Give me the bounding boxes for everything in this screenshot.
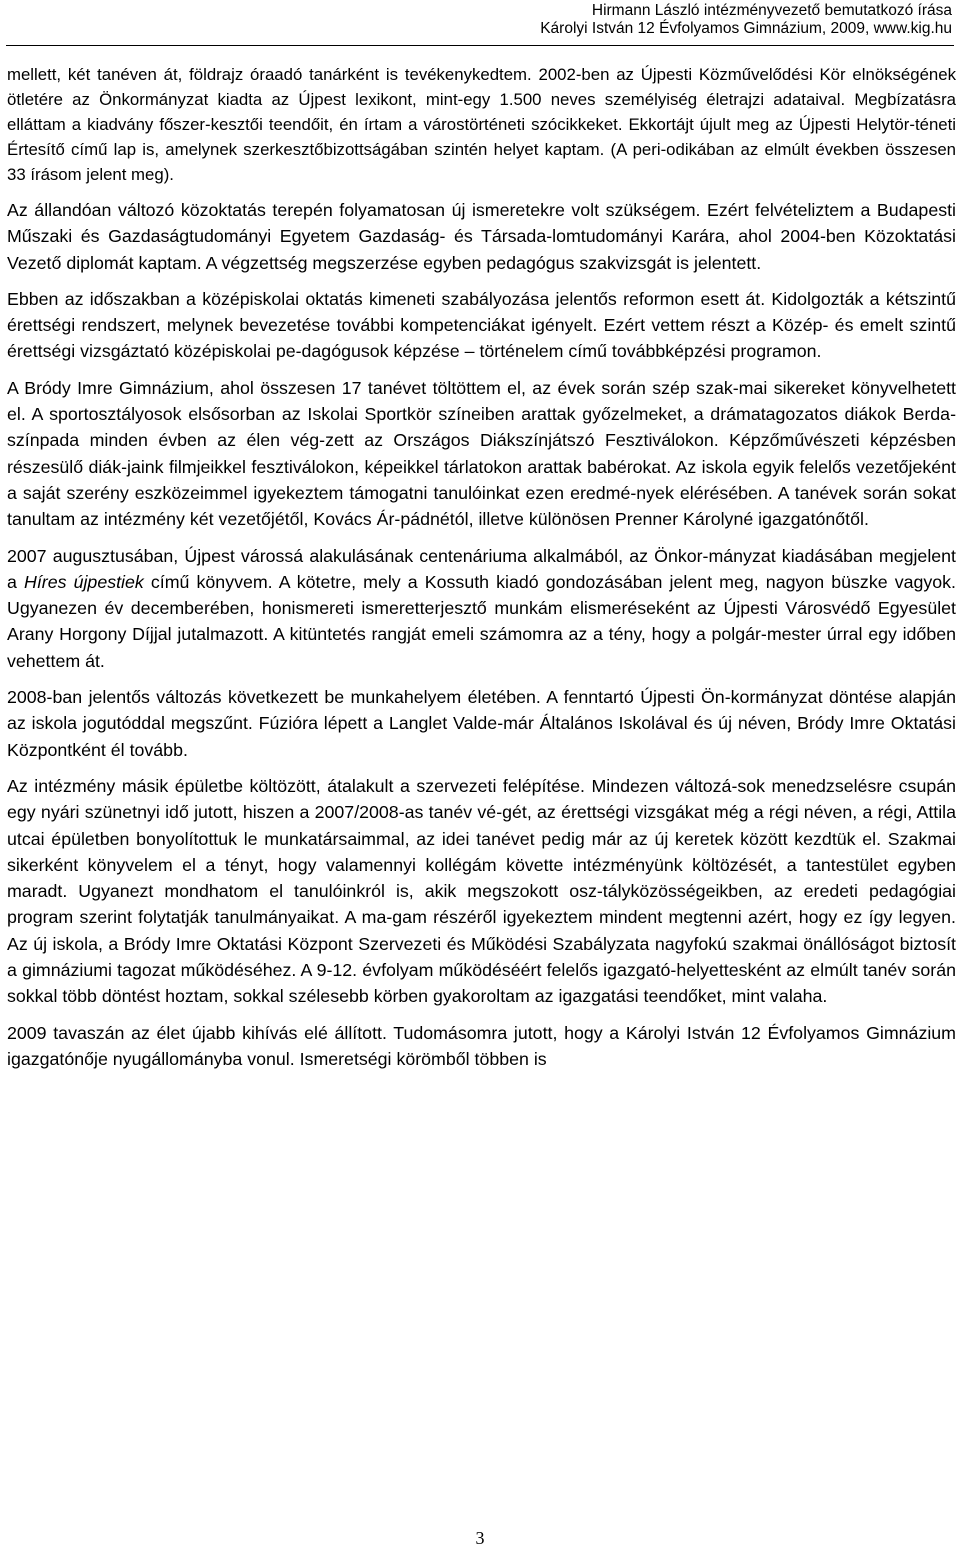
paragraph-3: Ebben az időszakban a középiskolai oktatás kimeneti szabályozása jelentős reformon esett át. Kidolgozták a kétszintű érettségi rendszert, melynek bevezetése további kompetenciákat igényelt. Ezért vettem részt a Közép- és emelt szintű érettségi vizsgáztató középiskolai pe-dagógusok képzése – történelem című továbbképzési programon. <box>7 288 956 362</box>
paragraph-7: Az intézmény másik épületbe költözött, átalakult a szervezeti felépítése. Mindezen változá-sok menedzselésre csupán egy nyári szünetnyi idő jutott, hiszen a 2007/2008-as tanév vé-gét, az érettségi vizsgákat még a régi néven, a régi, Attila utcai épületben bonyolítottuk le munkatársaimmal, az idei tanévet pedig már az új keretek között kezdtük el. Szakmai sikerként könyvelem el a tényt, hogy valamennyi kollégám követte intézményünk költözését, a tantestület egyben maradt. Ugyanezt mondhatom el tanulóinkról is, akik megszokott osz-tályközösségeikben, az eredeti pedagógiai program szerint folytatják tanulmányaikat. A ma-gam részéről igyekeztem mindent megtenni azért, hogy ez így legyen. Az új iskola, a Bródy Imre Oktatási Központ Szervezeti és Működési Szabályzata nagyfokú szakmai önállóságot biztosít a gimnáziumi tagozat működéséhez. A 9-12. évfolyam működéséért felelős igazgató-helyettesként az elmúlt tanév során sokkal több döntést hoztam, sokkal szélesebb körben gyakoroltam az igazgatási teendőket, mint valaha. <box>7 775 956 1007</box>
paragraph-8: 2009 tavaszán az élet újabb kihívás elé állított. Tudomásomra jutott, hogy a Károlyi István 12 Évfolyamos Gimnázium igazgatónője nyugállományba vonul. Ismeretségi körömből többen is <box>7 1022 956 1069</box>
paragraph-5 <box>7 543 956 674</box>
page-header <box>540 2 952 38</box>
paragraph-4: A Bródy Imre Gimnázium, ahol összesen 17 tanévet töltöttem el, az évek során szép szak-mai sikereket könyvelhetett el. A sportosztályosok elsősorban az Iskolai Sportkör színeiben arattak győzelmeket, a drámatagozatos diákok Berda-színpada minden évben az élen vég-zett az Országos Diákszínjátszó Fesztiválokon. Képzőművészeti képzésben részesülő diák-jaink filmjeikkel fesztiválokon, képeikkel tárlatokon arattak babérokat. Az iskola egyik felelős vezetőjeként a saját szerény eszközeimmel igyekeztem támogatni tanulóinkat ezen eredmé-nyek elérésében. A tanévek során sokat tanultam az intézmény két vezetőjétől, Kovács Ár-pádnétól, illetve különösen Prenner Károlyné igazgatónőtől. <box>7 377 956 530</box>
paragraph-1: mellett, két tanéven át, földrajz óraadó tanárként is tevékenykedtem. 2002-ben az Újpesti Közművelődési Kör elnökségének ötletére az Önkormányzat kiadta az Újpest lexikont, mint-egy 1.500 neves személyiség életrajzi adataival. Megbízatásra elláttam a kiadvány főszer-kesztői teendőit, én írtam a várostörténeti szócikkeket. Ekkortájt újult meg az Újpesti Helytör-téneti Értesítő című lap is, amelynek szerkesztőbizottságában szintén helyet kaptam. (A peri-odikában az elmúlt években összesen 33 írásom jelent meg). <box>7 65 956 184</box>
paragraph-5-end: című könyvem. A kötetre, mely a Kossuth kiadó gondozásában jelent meg, nagyon büszke vagyok. Ugyanezen év decemberében, honismereti ismeretterjesztő munkám elismeréseként az Újpesti Városvédő Egyesület Arany Horgony Díjjal jutalmazott. A kitüntetés rangját emeli számomra az a tény, hogy a polgár-mester úrral egy időben vehettem át. <box>7 571 956 671</box>
paragraph-2: Az állandóan változó közoktatás terepén folyamatosan új ismeretekre volt szükségem. Ezért felvételiztem a Budapesti Műszaki és Gazdaságtudományi Egyetem Gazdaság- és Társada-lomtudományi Karára, ahol 2004-ben Közoktatási Vezető diplomát kaptam. A végzettség megszerzése egyben pedagógus szakvizsgát is jelentett. <box>7 200 956 273</box>
header-author-title: Hirmann László intézményvezető bemutatkozó írása <box>591 2 952 19</box>
book-title: Híres újpestiek <box>24 571 144 592</box>
paragraph-5-start: 2007 augusztusában, Újpest várossá alakulásának centenáriuma alkalmából, az Önkor-mányzat kiadásában megjelent a <box>7 545 956 592</box>
paragraph-6: 2008-ban jelentős változás következett be munkahelyem életében. A fenntartó Újpesti Ön-kormányzat döntése alapján az iskola jogutóddal megszűnt. Fúzióra lépett a Langlet Valde-már Általános Iskolával és új néven, Bródy Imre Oktatási Központként él tovább. <box>7 687 956 760</box>
page-number: 3 <box>475 1528 485 1548</box>
header-divider <box>6 45 954 46</box>
header-school-info: Károlyi István 12 Évfolyamos Gimnázium, 2009, www.kig.hu <box>540 20 952 37</box>
document-body <box>7 62 956 1082</box>
